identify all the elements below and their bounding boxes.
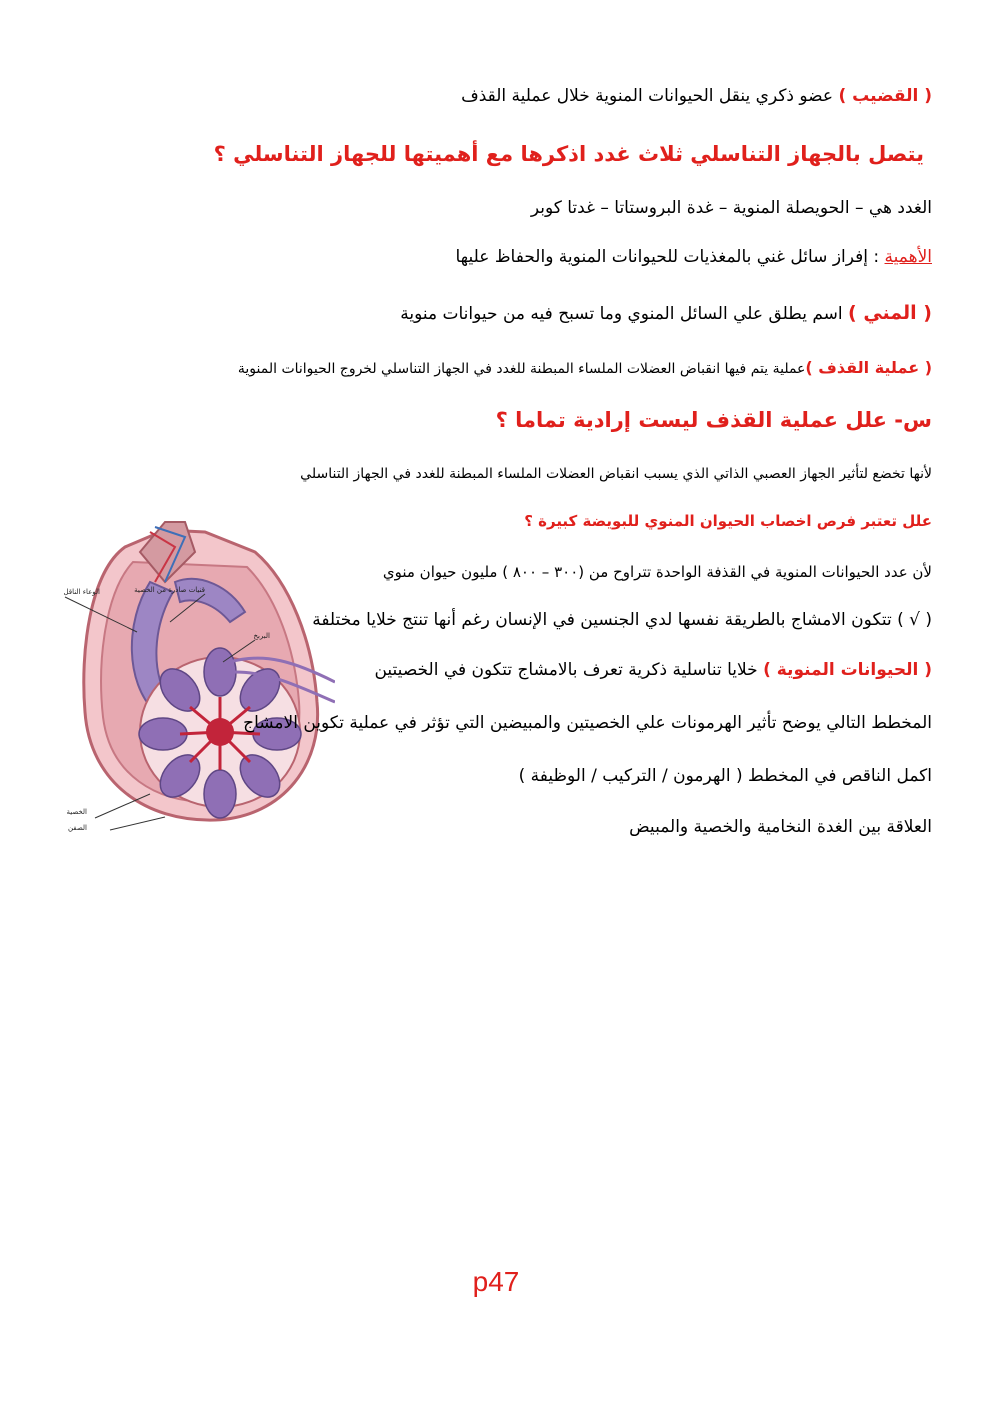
def-semen: اسم يطلق علي السائل المنوي وما تسبح فيه من حيوانات منوية (400, 304, 849, 324)
label-testis: الخصية (66, 808, 87, 816)
label-scrotum: الصفن (67, 824, 87, 832)
line-sperm-cells (374, 660, 932, 680)
label-efferent-ducts: قنيات صادرة من الخصية (134, 586, 205, 594)
line-glands: الغدد هي – الحويصلة المنوية – غدة البروستاتا – غدتا كوبر (530, 198, 932, 218)
line-true-statement: ( √ ) تتكون الامشاج بالطريقة نفسها لدي الجنسين في الإنسان رغم أنها تنتج خلايا مختلفة (312, 610, 932, 630)
page-number: p47 (472, 1266, 520, 1297)
def-importance: : إفراز سائل غني بالمغذيات للحيوانات المنوية والحفاظ عليها (455, 247, 885, 267)
heading-glands: يتصل بالجهاز التناسلي ثلاث غدد اذكرها مع أهميتها للجهاز التناسلي ؟ (213, 142, 924, 166)
def-penis: عضو ذكري ينقل الحيوانات المنوية خلال عملية القذف (461, 86, 839, 106)
line-sperm-count: لأن عدد الحيوانات المنوية في القذفة الواحدة تتراوح من (٣٠٠ – ٨٠٠ ) مليون حيوان منوي (382, 563, 932, 581)
label-vas-deferens: الوعاء الناقل (63, 588, 100, 596)
line-answer: لأنها تخضع لتأثير الجهاز العصبي الذاتي الذي يسبب انقباض العضلات الملساء المبطنة للغدد في الجهاز التناسلي (300, 466, 932, 482)
term-importance: الأهمية (884, 247, 932, 267)
def-sperm-cells: خلايا تناسلية ذكرية تعرف بالامشاج تتكون في الخصيتين (374, 660, 764, 680)
line-ejaculation (238, 358, 932, 377)
def-ejaculation: عملية يتم فيها انقباض العضلات الملساء المبطنة للغدد في الجهاز التناسلي لخروج الحيوانات المنوية (237, 361, 806, 377)
label-epididymis: البربخ (253, 632, 270, 640)
term-ejaculation: ( عملية القذف ) (805, 358, 932, 377)
line-relationship: العلاقة بين الغدة النخامية والخصية والمبيض (629, 817, 932, 837)
line-complete-missing: اكمل الناقص في المخطط ( الهرمون / التركيب / الوظيفة ) (518, 766, 932, 786)
line-penis (461, 86, 932, 106)
line-importance (456, 247, 933, 267)
line-diagram-intro: المخطط التالي يوضح تأثير الهرمونات علي الخصيتين والمبيضين التي تؤثر في عملية تكوين الامشاج (243, 713, 932, 733)
term-penis: ( القضيب ) (838, 86, 932, 106)
term-semen: ( المني ) (848, 302, 932, 324)
heading-fertilization: علل تعتبر فرص اخصاب الحيوان المنوي للبويضة كبيرة ؟ (524, 512, 932, 530)
term-sperm-cells: ( الحيوانات المنوية ) (763, 660, 932, 680)
heading-question: س- علل عملية القذف ليست إرادية تماما ؟ (495, 408, 932, 432)
testis-diagram (55, 512, 335, 838)
line-semen (400, 302, 932, 324)
